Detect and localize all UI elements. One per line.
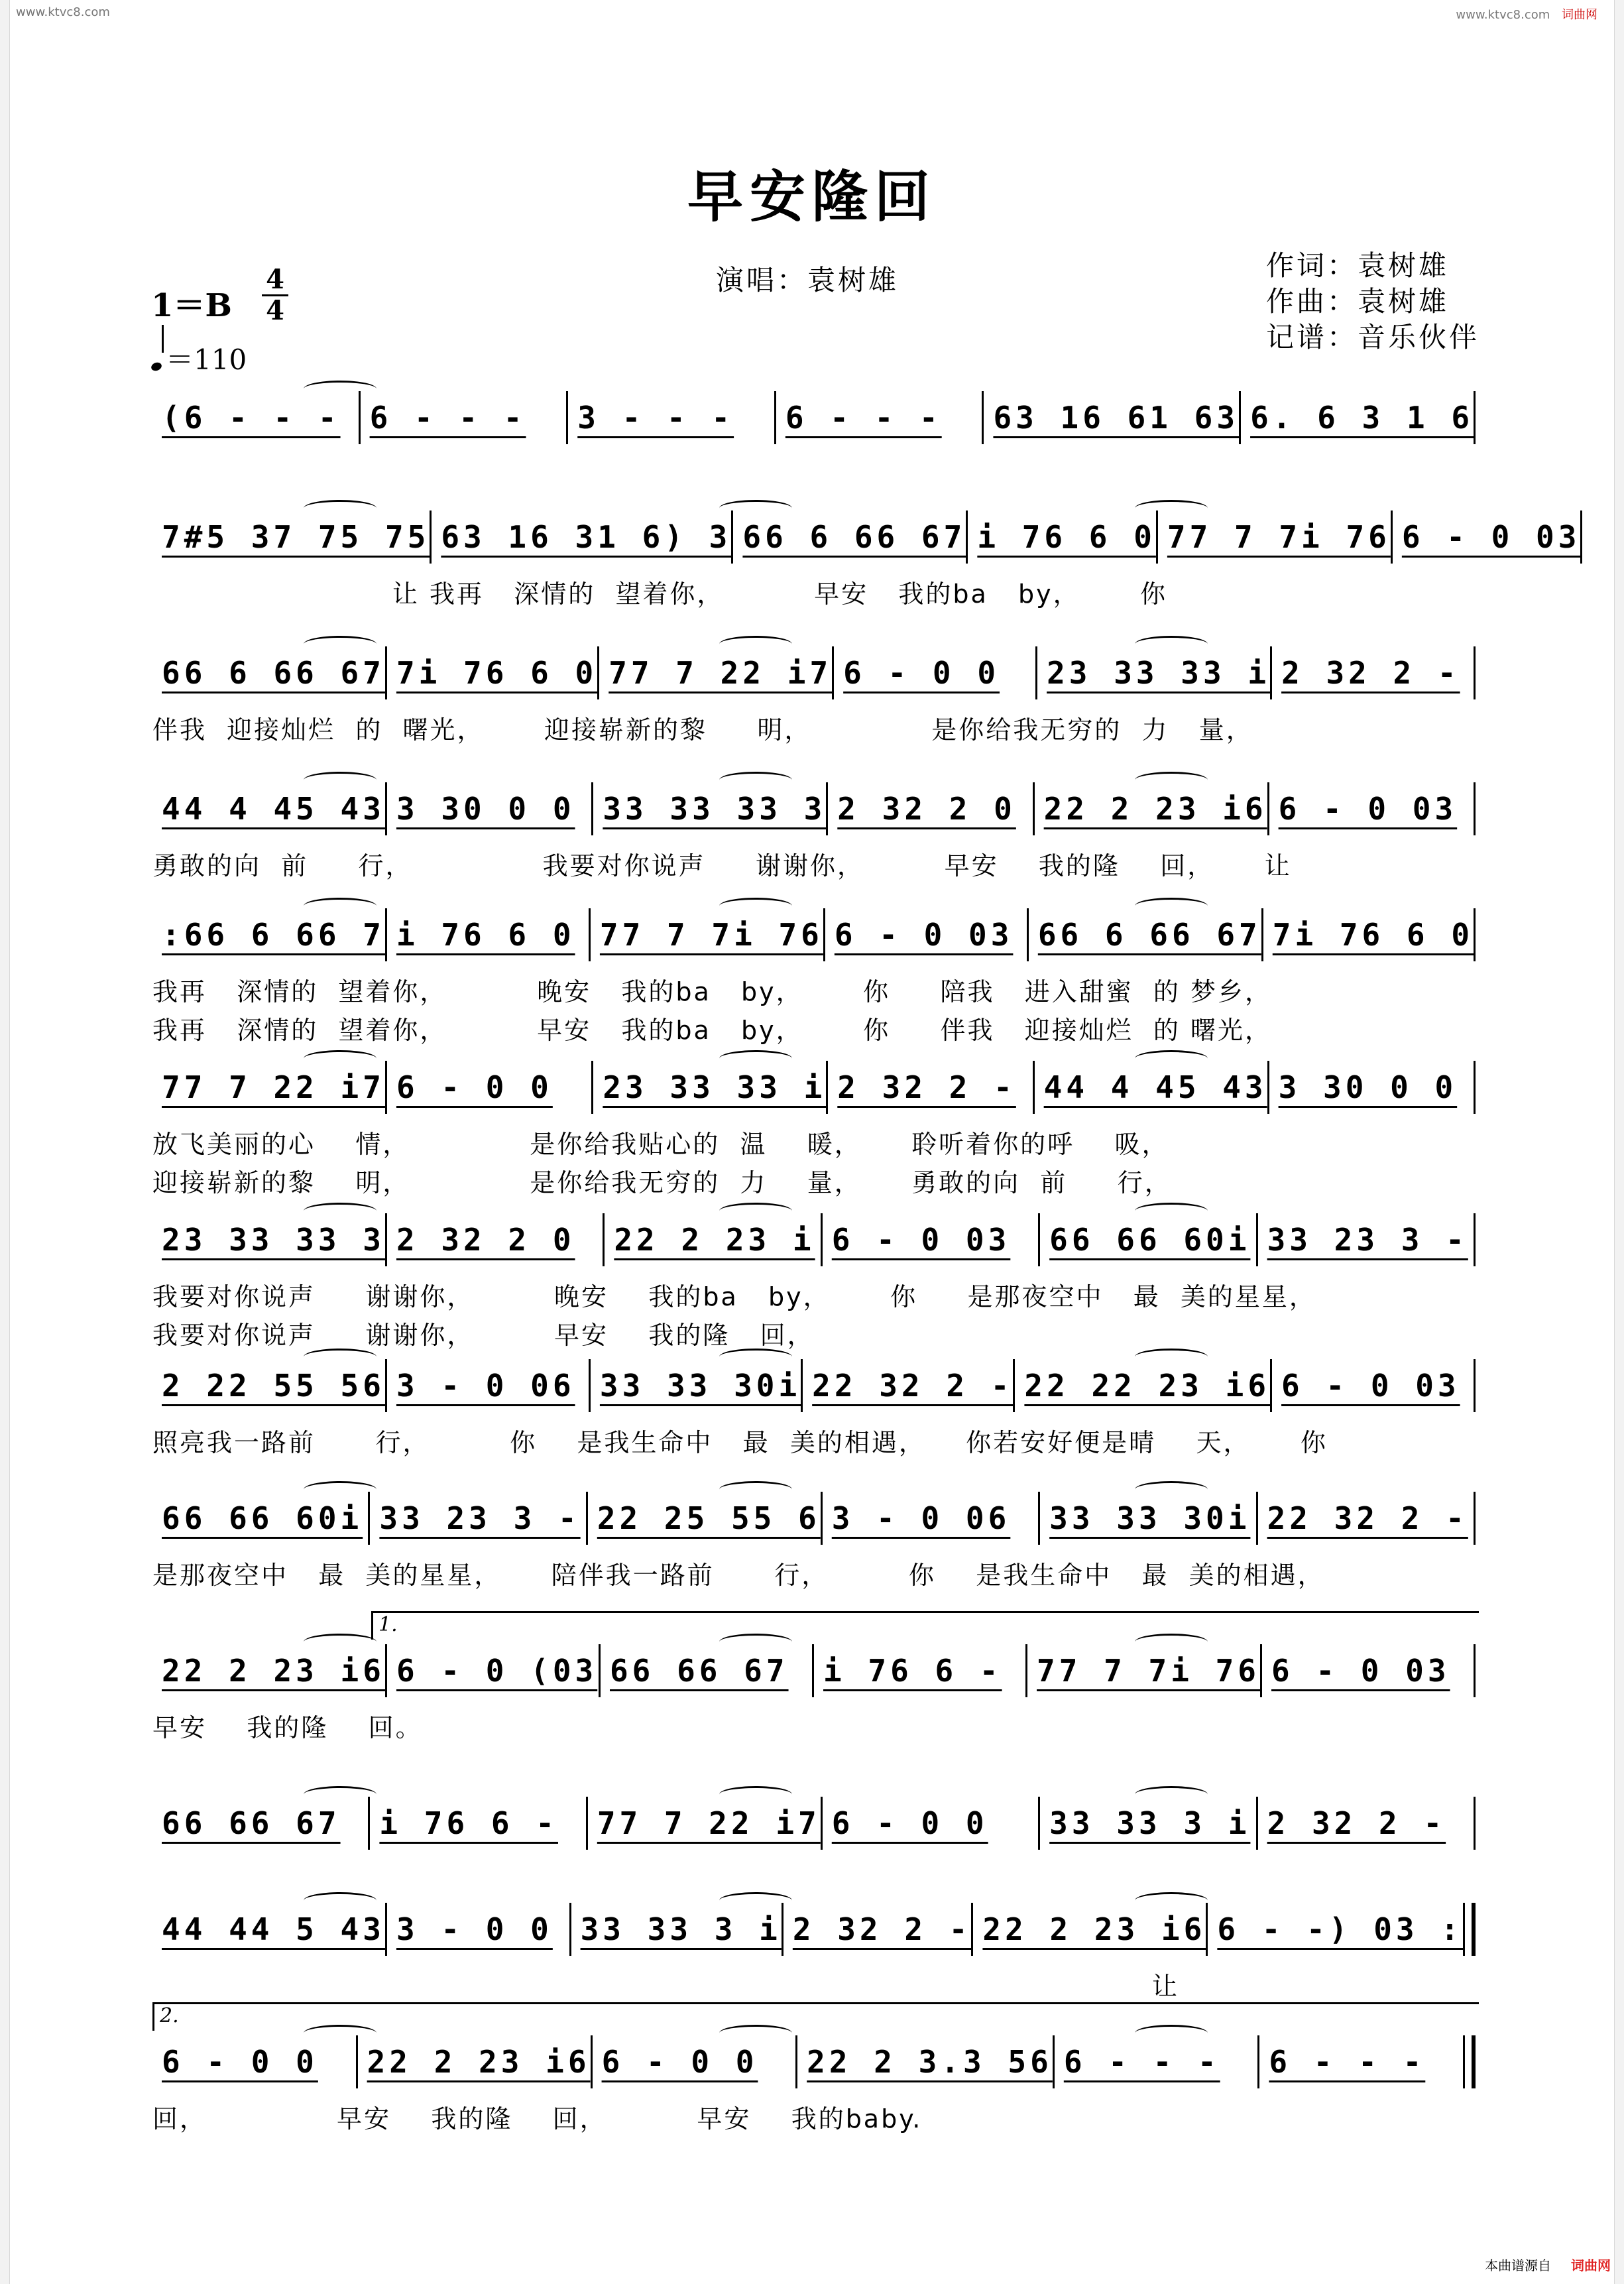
- measure: 6. 6 3 1 6: [1250, 400, 1474, 436]
- staff-row: [152, 504, 1581, 570]
- time-signature: [262, 265, 288, 326]
- measure: 6 - 0 03: [1401, 519, 1581, 555]
- measure: 23 33 33 3: [162, 1222, 385, 1258]
- staff-row: [152, 902, 1476, 968]
- measure: 7i 76 6 0: [1272, 917, 1474, 953]
- key-signature: 1＝B: [151, 287, 232, 324]
- slur-arc: [304, 1349, 377, 1365]
- site-brand: 词曲网: [1562, 8, 1597, 22]
- slur-arc: [304, 1050, 377, 1067]
- end-bar-line: [1474, 1644, 1476, 1697]
- staff-row: [152, 776, 1476, 842]
- measure: 33 23 3 -: [1267, 1222, 1468, 1258]
- measure: 23 33 33 i: [603, 1069, 827, 1105]
- measure: 22 32 2 -: [812, 1368, 1014, 1404]
- measure: 7#5 37 75 75: [162, 519, 430, 555]
- measure: 63 16 31 6) 3: [441, 519, 732, 555]
- measure: 6 - - -: [1063, 2044, 1220, 2080]
- end-bar-line: [1463, 1903, 1476, 1956]
- measure: 77 7 7i 76: [1037, 1653, 1260, 1689]
- measure: 23 33 33 i: [1047, 655, 1271, 691]
- slur-arc: [304, 898, 377, 914]
- measure: 77 7 22 i7: [609, 655, 833, 691]
- end-bar-line: [1474, 391, 1476, 444]
- measure: 77 7 7i 76: [1167, 519, 1391, 555]
- measure: (6 - - -: [162, 400, 341, 436]
- top-left-label: www.ktvc8.com: [16, 5, 110, 19]
- lyric-line: 我要对你说声 谢谢你， 早安 我的隆 回，: [152, 1321, 815, 1350]
- slur-arc: [719, 636, 792, 652]
- tempo-marking: [151, 338, 247, 378]
- slur-arc: [304, 1786, 377, 1803]
- slur-arc: [304, 1892, 377, 1909]
- slur-arc: [1135, 2025, 1208, 2041]
- measure: 3 - - -: [577, 400, 734, 436]
- footer-watermark: [1485, 2255, 1611, 2274]
- end-bar-line: [1463, 2035, 1476, 2088]
- staff-row: [152, 1790, 1476, 1856]
- measure: 2 32 2 0: [396, 1222, 575, 1258]
- slur-arc: [1135, 1892, 1208, 1909]
- staff-row: [152, 1207, 1476, 1273]
- measure: 2 32 2 -: [1281, 655, 1460, 691]
- measure: 6 - 0 0: [396, 1069, 553, 1105]
- slur-arc: [1135, 500, 1208, 516]
- staff-row: [152, 1896, 1476, 1962]
- left-margin-strip: [0, 0, 10, 2284]
- end-bar-line: [1474, 908, 1476, 961]
- slur-arc: [1135, 898, 1208, 914]
- measure: 6 - - -: [785, 400, 942, 436]
- slur-arc: [304, 1634, 377, 1650]
- measure: 2 22 55 56: [162, 1368, 385, 1404]
- slur-arc: [1135, 772, 1208, 788]
- slur-arc: [304, 2025, 377, 2041]
- measure: 6 - 0 (03: [396, 1653, 598, 1689]
- measure: 6 - -) 03 :: [1217, 1911, 1463, 1947]
- slur-arc: [1135, 1634, 1208, 1650]
- measure: 33 33 30i: [599, 1368, 801, 1404]
- time-signature-bottom: 4: [262, 294, 288, 326]
- end-bar-line: [1474, 782, 1476, 835]
- slur-arc: [304, 772, 377, 788]
- measure: 33 33 33 3: [603, 791, 827, 827]
- slur-arc: [1135, 636, 1208, 652]
- measure: 77 7 22 i7: [597, 1805, 821, 1841]
- lyric-line: 放飞美丽的心 情， 是你给我贴心的 温 暖， 聆听着你的呼 吸，: [152, 1130, 1169, 1159]
- staff-row: [152, 1613, 1476, 1704]
- measure: 22 2 3.3 56: [807, 2044, 1053, 2080]
- slur-arc: [719, 2025, 792, 2041]
- slur-arc: [719, 1203, 792, 1219]
- measure: 22 2 23 i6: [982, 1911, 1206, 1947]
- quarter-note-icon: [150, 361, 162, 373]
- right-margin-strip: [1614, 0, 1624, 2284]
- lyric-line: 照亮我一路前 行， 你 是我生命中 最 美的相遇， 你若安好便是晴 天， 你: [152, 1428, 1328, 1457]
- measure: 3 - 0 06: [396, 1368, 575, 1404]
- measure: 77 7 7i 76: [599, 917, 823, 953]
- end-bar-line: [1474, 1797, 1476, 1850]
- measure: 6 - - -: [1269, 2044, 1426, 2080]
- measure: 2 32 2 -: [792, 1911, 972, 1947]
- slur-arc: [719, 1786, 792, 1803]
- measure: 3 30 0 0: [1278, 1069, 1458, 1105]
- lyric-line: 迎接崭新的黎 明， 是你给我无穷的 力 量， 勇敢的向 前 行，: [152, 1168, 1172, 1197]
- measure: 6 - 0 03: [1278, 791, 1458, 827]
- measure: 22 2 23 i: [614, 1222, 815, 1258]
- slur-arc: [1135, 1050, 1208, 1067]
- measure: 66 66 60i: [162, 1500, 363, 1536]
- time-signature-top: 4: [266, 264, 284, 295]
- measure: 44 44 5 43: [162, 1911, 385, 1947]
- staff-row: [152, 385, 1476, 451]
- measure: 66 66 67: [609, 1653, 789, 1689]
- song-title: 早安隆回: [687, 164, 937, 229]
- measure: 63 16 61 63: [993, 400, 1240, 436]
- slur-arc: [719, 1634, 792, 1650]
- slur-arc: [1135, 1203, 1208, 1219]
- measure: 6 - 0 03: [1281, 1368, 1460, 1404]
- measure: i 76 6 0: [396, 917, 575, 953]
- tempo-value: ＝110: [166, 343, 247, 376]
- measure: i 76 6 0: [977, 519, 1156, 555]
- lyricist-credit: 作词：袁树雄: [1266, 249, 1450, 282]
- slur-arc: [719, 1050, 792, 1067]
- lyric-line: 伴我 迎接灿烂 的 曙光， 迎接崭新的黎 明， 是你给我无穷的 力 量，: [152, 715, 1253, 745]
- staff-row: [152, 2004, 1476, 2095]
- staff-row: [152, 1352, 1476, 1419]
- slur-arc: [304, 1481, 377, 1498]
- measure: 66 66 67: [162, 1805, 341, 1841]
- measure: 2 32 2 -: [837, 1069, 1016, 1105]
- measure: 22 32 2 -: [1267, 1500, 1468, 1536]
- measure: :66 6 66 7: [162, 917, 385, 953]
- slur-arc: [719, 1349, 792, 1365]
- lyric-line: 勇敢的向 前 行， 我要对你说声 谢谢你， 早安 我的隆 回， 让: [152, 851, 1292, 880]
- lyric-line: 早安 我的隆 回。: [152, 1713, 423, 1742]
- measure: 22 2 23 i6: [1043, 791, 1267, 827]
- lyric-line: 是那夜空中 最 美的星星， 陪伴我一路前 行， 你 是我生命中 最 美的相遇，: [152, 1561, 1325, 1590]
- slur-arc: [304, 381, 377, 397]
- measure: 2 32 2 0: [837, 791, 1016, 827]
- measure: 22 2 23 i6: [367, 2044, 591, 2080]
- slur-arc: [719, 500, 792, 516]
- site-url: www.ktvc8.com: [1456, 8, 1550, 22]
- measure: 22 22 23 i6: [1024, 1368, 1271, 1404]
- slur-arc: [719, 1481, 792, 1498]
- measure: 3 - 0 06: [831, 1500, 1011, 1536]
- end-bar-line: [1474, 1213, 1476, 1266]
- singer-credit: 演唱：袁树雄: [716, 264, 899, 296]
- slur-arc: [719, 772, 792, 788]
- volta-bracket: 2.: [152, 2002, 1479, 2031]
- measure: 6 - 0 0: [843, 655, 1000, 691]
- measure: 2 32 2 -: [1267, 1805, 1446, 1841]
- measure: 77 7 22 i7: [162, 1069, 385, 1105]
- end-bar-line: [1474, 646, 1476, 699]
- slur-arc: [304, 500, 377, 516]
- lyric-line: 让 我再 深情的 望着你， 早安 我的ba by， 你: [152, 579, 1168, 609]
- measure: 22 2 23 i6: [162, 1653, 385, 1689]
- measure: 6 - 0 0: [601, 2044, 758, 2080]
- measure: 33 23 3 -: [379, 1500, 581, 1536]
- slur-arc: [1135, 1349, 1208, 1365]
- lyric-line: 我再 深情的 望着你， 晚安 我的ba by， 你 陪我 进入甜蜜 的 梦乡，: [152, 977, 1272, 1006]
- measure: 33 33 30i: [1049, 1500, 1251, 1536]
- slur-arc: [719, 898, 792, 914]
- lyric-line: 我要对你说声 谢谢你， 晚安 我的ba by， 你 是那夜空中 最 美的星星，: [152, 1282, 1316, 1311]
- lyric-line: 回， 早安 我的隆 回， 早安 我的baby.: [152, 2104, 923, 2134]
- measure: 7i 76 6 0: [396, 655, 598, 691]
- measure: 3 30 0 0: [396, 791, 575, 827]
- footer-brand: 词曲网: [1571, 2257, 1611, 2273]
- measure: 6 - 0 0: [831, 1805, 988, 1841]
- measure: 22 25 55 6: [597, 1500, 821, 1536]
- measure: 6 - 0 03: [834, 917, 1014, 953]
- measure: 66 66 60i: [1049, 1222, 1251, 1258]
- measure: 66 6 66 67: [1037, 917, 1261, 953]
- measure: 33 33 3 i: [1049, 1805, 1251, 1841]
- staff-row: [152, 640, 1476, 706]
- measure: i 76 6 -: [379, 1805, 558, 1841]
- end-bar-line: [1474, 1492, 1476, 1545]
- composer-credit: 作曲：袁树雄: [1266, 285, 1450, 318]
- footer-text: 本曲谱源自: [1485, 2257, 1551, 2273]
- end-bar-line: [1474, 1359, 1476, 1412]
- measure: 44 4 45 43: [162, 791, 385, 827]
- top-right-label: [1456, 5, 1597, 23]
- slur-arc: [304, 1203, 377, 1219]
- measure: 33 33 3 i: [580, 1911, 782, 1947]
- measure: 6 - 0 03: [831, 1222, 1011, 1258]
- slur-arc: [1135, 1481, 1208, 1498]
- measure: 66 6 66 67: [162, 655, 385, 691]
- lyric-line: 让: [152, 1972, 1179, 2001]
- volta-bracket: 1.: [371, 1611, 1479, 1640]
- measure: 6 - - -: [369, 400, 526, 436]
- slur-arc: [304, 636, 377, 652]
- slur-arc: [719, 1892, 792, 1909]
- slur-arc: [1135, 1786, 1208, 1803]
- measure: 66 6 66 67: [742, 519, 966, 555]
- staff-row: [152, 1485, 1476, 1551]
- end-bar-line: [1474, 1061, 1476, 1114]
- measure: 6 - 0 03: [1271, 1653, 1450, 1689]
- lyric-line: 我再 深情的 望着你， 早安 我的ba by， 你 伴我 迎接灿烂 的 曙光，: [152, 1016, 1272, 1045]
- end-bar-line: [1580, 511, 1582, 564]
- measure: 44 4 45 43: [1043, 1069, 1267, 1105]
- measure: 3 - 0 0: [396, 1911, 553, 1947]
- staff-row: [152, 1054, 1476, 1120]
- transcriber-credit: 记谱：音乐伙伴: [1266, 321, 1480, 353]
- measure: 6 - 0 0: [162, 2044, 318, 2080]
- measure: i 76 6 -: [823, 1653, 1002, 1689]
